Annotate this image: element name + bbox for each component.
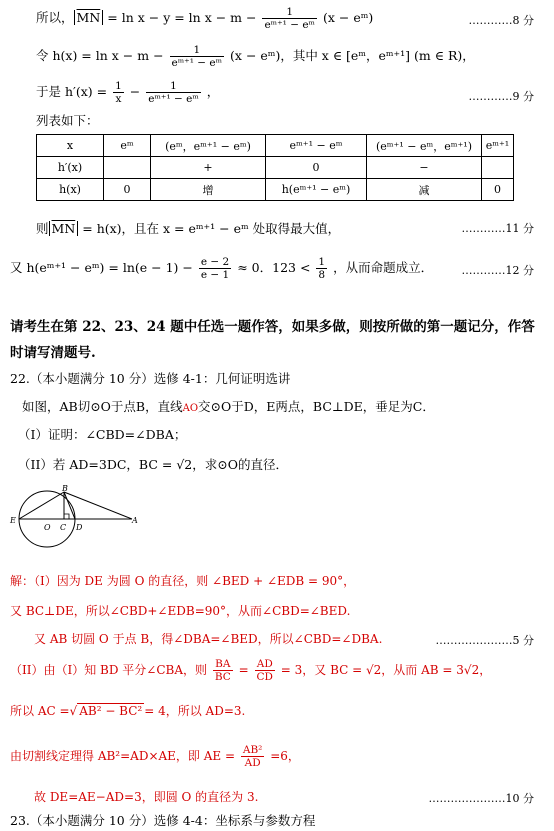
score-5: …………………5 分: [435, 634, 534, 647]
variation-table: [36, 134, 514, 201]
fraction: $\frac{1}{\text{eᵐ⁺¹ − eᵐ}}$: [264, 6, 315, 31]
label-a: A: [132, 516, 138, 525]
score-9: …………9 分: [468, 90, 534, 103]
fraction: $\frac{\text{AB²}}{AD}$: [242, 744, 263, 769]
table-row: x eᵐ (eᵐ，eᵐ⁺¹ − eᵐ) eᵐ⁺¹ − eᵐ (eᵐ⁺¹ − eᵐ，eᵐ⁺¹) eᵐ⁺¹: [37, 135, 514, 157]
solution-line-6: 由切割线定理得 AB²=AD×AE，即 AE = $\frac{\text{AB²}}{AD}$ =6，: [10, 744, 300, 769]
label-c: C: [60, 523, 67, 532]
line-3: 于是 h′(x) = $\frac{1}{x}$ − $\frac{1}{\text{eᵐ⁺¹ − eᵐ}}$ ，: [36, 80, 220, 105]
fraction: $\frac{1}{\text{eᵐ⁺¹ − eᵐ}}$: [171, 44, 223, 69]
solution-line-7: 故 DE=AE−AD=3，即圆 O 的直径为 3.: [34, 790, 259, 804]
solution-line-1: 解：（I）因为 DE 为圆 O 的直径，则 ∠BED + ∠EDB = 90°，: [10, 574, 356, 588]
line-ba: [64, 492, 132, 519]
score-11: …………11 分: [461, 222, 534, 235]
question-22-body: 如图，AB切⊙O于点B，直线AO交⊙O于D，E两点，BC⊥DE，垂足为C．: [22, 399, 435, 414]
solution-line-2: 又 BC⊥DE，所以∠CBD+∠EDB=90°，从而∠CBD=∠BED.: [10, 604, 351, 618]
question-23-title: 23.（本小题满分 10 分）选修 4-4：坐标系与参数方程: [10, 813, 316, 828]
solution-line-4: （II）由（I）知 BD 平分∠CBA，则 $\frac{BA}{BC}$ = $\frac{AD}{CD}$ = 3，又 BC = √2，从而 AB = 3√2，: [10, 658, 492, 683]
geometry-figure: [8, 482, 140, 548]
label-o: O: [44, 523, 51, 532]
label-b: B: [62, 484, 68, 493]
fraction: $\frac{e - 2}{e - 1}$: [200, 256, 230, 281]
line-1: 所以， $\overline{MN} = \ln x - y = \ln x - m$ − $\frac{1}{\text{eᵐ⁺¹ − eᵐ}}$ (x − eᵐ): [36, 6, 374, 31]
label-d: D: [76, 523, 83, 532]
question-22-title: 22.（本小题满分 10 分）选修 4-1：几何证明选讲: [10, 371, 291, 386]
label-e: E: [10, 516, 16, 525]
question-22-part-1: （I）证明：∠CBD=∠DBA；: [18, 427, 187, 442]
line-5: 则 $\overline{MN} = h(x)$，且在 x = eᵐ⁺¹ − eᵐ 处取得最大值，: [36, 221, 341, 236]
score-10: …………………10 分: [428, 792, 534, 805]
solution-line-5: 所以 AC =√ AB² − BC² = 4，所以 AD=3.: [10, 704, 246, 718]
fraction: $\frac{AD}{CD}$: [256, 658, 273, 683]
line-2: 令 h(x) = ln x − m − $\frac{1}{\text{eᵐ⁺¹ − eᵐ}}$ (x − eᵐ)，其中 x ∈ [eᵐ，eᵐ⁺¹] (m ∈ R)，: [36, 44, 475, 69]
instruction-line-1: 请考生在第 22、23、24 题中任选一题作答，如果多做，则按所做的第一题记分，作答: [10, 319, 535, 335]
table-intro: 列表如下：: [36, 113, 99, 128]
fraction: $\frac{1}{8}$: [318, 256, 326, 281]
table-row: h′(x) + 0 −: [37, 157, 514, 179]
table-row: h(x) 0 增 h(eᵐ⁺¹ − eᵐ) 减 0: [37, 179, 514, 201]
question-22-part-2: （II）若 AD=3DC，BC = √2，求⊙O的直径．: [18, 457, 288, 472]
line-be: [19, 492, 64, 519]
line-6: 又 h(eᵐ⁺¹ − eᵐ) = ln(e − 1) − $\frac{e - 2}{e - 1}$ ≈ 0．123 < $\frac{1}{8}$ ，从而命题成立．: [10, 256, 434, 281]
instruction-line-2: 时请写清题号.: [10, 345, 96, 361]
score-8: …………8 分: [468, 14, 534, 27]
score-12: …………12 分: [461, 264, 534, 277]
fraction: $\frac{1}{\text{eᵐ⁺¹ − eᵐ}}$: [148, 80, 199, 105]
solution-line-3: 又 AB 切圆 O 于点 B，得∠DBA=∠BED，所以∠CBD=∠DBA.: [34, 632, 383, 646]
right-angle-mark: [64, 514, 69, 519]
fraction: $\frac{BA}{BC}$: [214, 658, 231, 683]
fraction: $\frac{1}{x}$: [115, 80, 122, 105]
